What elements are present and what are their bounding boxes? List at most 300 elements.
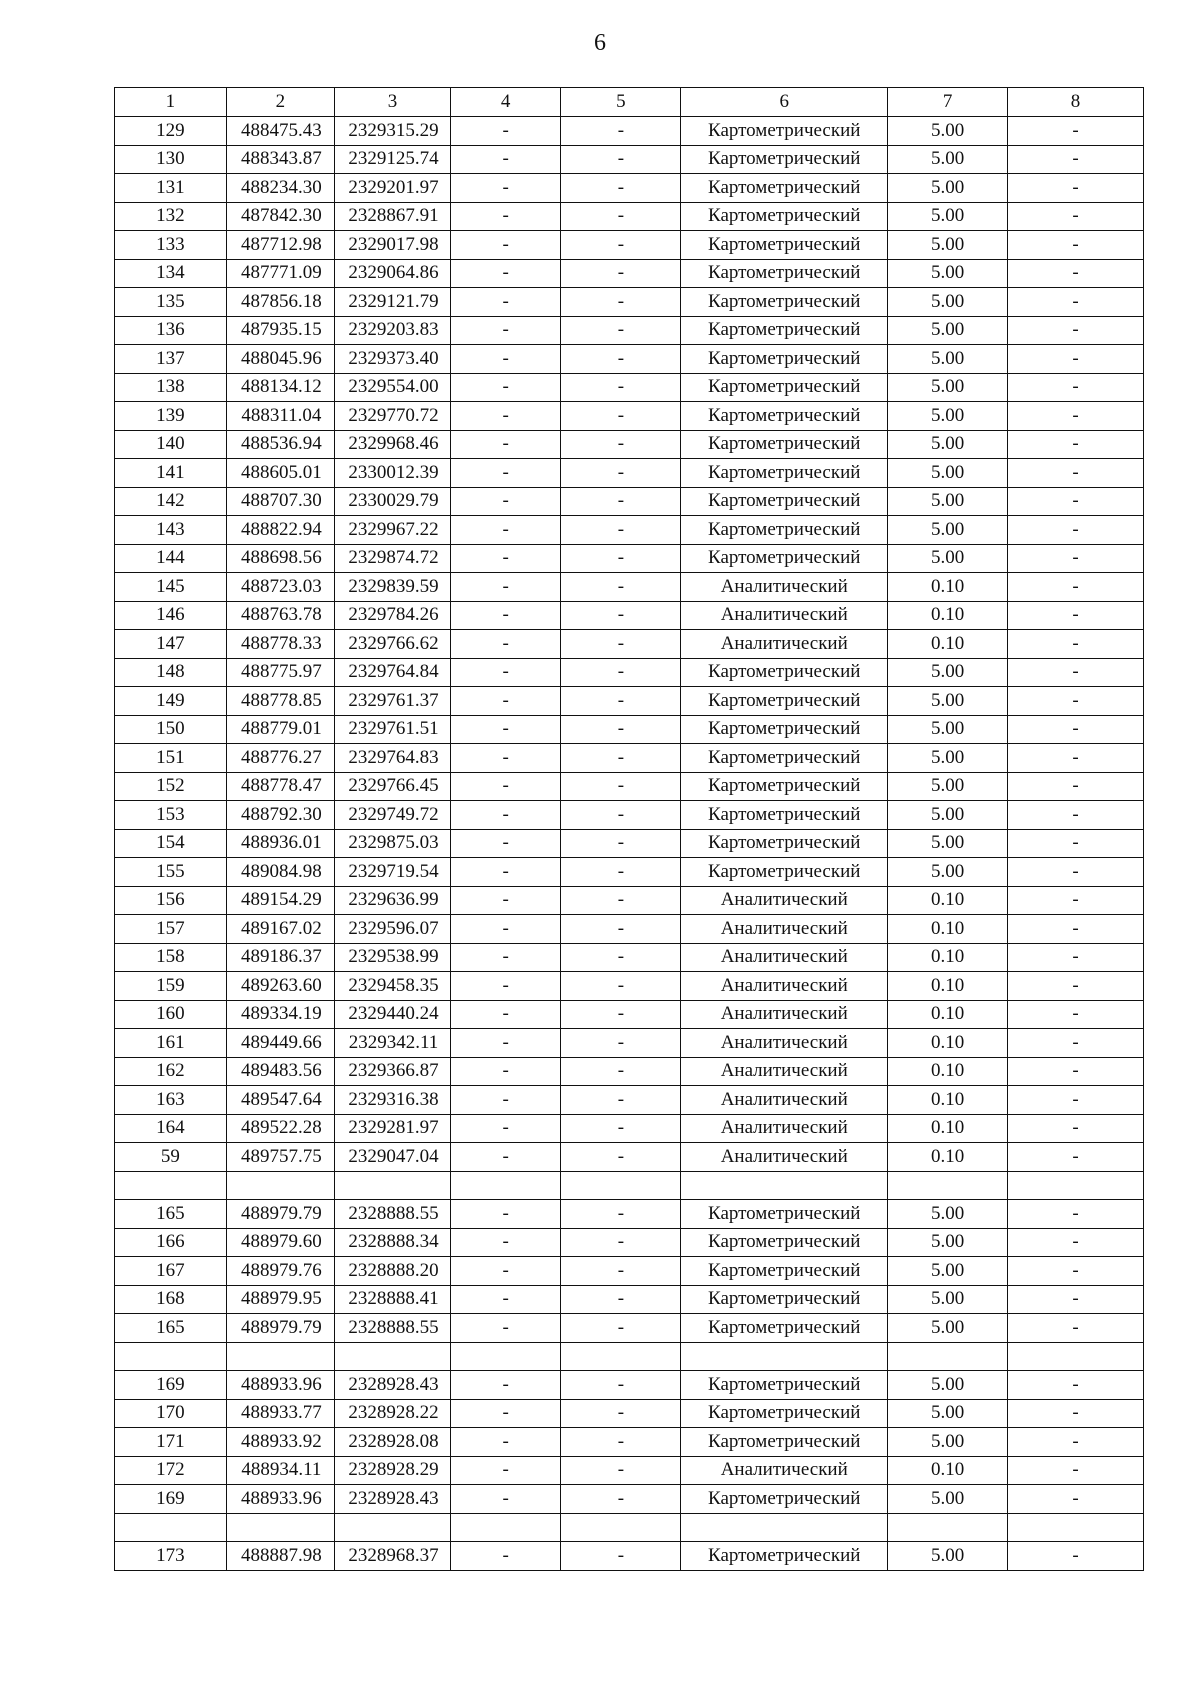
method-cell: Картометрический: [681, 373, 888, 402]
method-cell: Картометрический: [681, 259, 888, 288]
point-number-cell: 148: [115, 658, 227, 687]
col-5-cell: [561, 1513, 681, 1542]
y-coordinate-cell: 2329719.54: [335, 858, 451, 887]
point-number-cell: 135: [115, 288, 227, 317]
y-coordinate-cell: 2328928.22: [335, 1399, 451, 1428]
col-8-cell: -: [1007, 1029, 1143, 1058]
accuracy-cell: [888, 1342, 1008, 1371]
y-coordinate-cell: 2329538.99: [335, 943, 451, 972]
method-cell: Аналитический: [681, 1057, 888, 1086]
col-4-cell: -: [450, 573, 561, 602]
y-coordinate-cell: 2329874.72: [335, 544, 451, 573]
accuracy-cell: 5.00: [888, 544, 1008, 573]
accuracy-cell: 0.10: [888, 1114, 1008, 1143]
col-8-cell: -: [1007, 1257, 1143, 1286]
col-8-cell: -: [1007, 772, 1143, 801]
y-coordinate-cell: 2329749.72: [335, 801, 451, 830]
accuracy-cell: 5.00: [888, 231, 1008, 260]
table-row: [115, 687, 1144, 716]
y-coordinate-cell: [335, 1171, 451, 1200]
accuracy-cell: 0.10: [888, 573, 1008, 602]
y-coordinate-cell: 2329017.98: [335, 231, 451, 260]
col-5-cell: -: [561, 231, 681, 260]
point-number-cell: 172: [115, 1456, 227, 1485]
x-coordinate-cell: 489186.37: [226, 943, 335, 972]
method-cell: Картометрический: [681, 1257, 888, 1286]
table-row: [115, 430, 1144, 459]
col-8-cell: -: [1007, 288, 1143, 317]
y-coordinate-cell: 2329203.83: [335, 316, 451, 345]
col-5-cell: -: [561, 259, 681, 288]
x-coordinate-cell: 488979.76: [226, 1257, 335, 1286]
col-8-cell: -: [1007, 1485, 1143, 1514]
y-coordinate-cell: 2328888.41: [335, 1285, 451, 1314]
x-coordinate-cell: 488979.79: [226, 1200, 335, 1229]
col-8-cell: -: [1007, 487, 1143, 516]
point-number-cell: 157: [115, 915, 227, 944]
method-cell: [681, 1342, 888, 1371]
col-5-cell: -: [561, 430, 681, 459]
y-coordinate-cell: 2328888.55: [335, 1200, 451, 1229]
table-row: [115, 174, 1144, 203]
col-8-cell: -: [1007, 829, 1143, 858]
col-8-cell: -: [1007, 687, 1143, 716]
method-cell: Картометрический: [681, 430, 888, 459]
table-row: [115, 544, 1144, 573]
y-coordinate-cell: 2329440.24: [335, 1000, 451, 1029]
table-row: [115, 1542, 1144, 1571]
accuracy-cell: 0.10: [888, 943, 1008, 972]
y-coordinate-cell: 2329366.87: [335, 1057, 451, 1086]
method-cell: Аналитический: [681, 1114, 888, 1143]
method-cell: Аналитический: [681, 1456, 888, 1485]
point-number-cell: 161: [115, 1029, 227, 1058]
y-coordinate-cell: 2329281.97: [335, 1114, 451, 1143]
method-cell: Картометрический: [681, 145, 888, 174]
col-8-cell: -: [1007, 972, 1143, 1001]
table-row: [115, 1428, 1144, 1457]
col-5-cell: -: [561, 744, 681, 773]
table-row: [115, 516, 1144, 545]
x-coordinate-cell: [226, 1513, 335, 1542]
col-8-cell: -: [1007, 345, 1143, 374]
table-row: [115, 1228, 1144, 1257]
point-number-cell: 167: [115, 1257, 227, 1286]
table-row: [115, 972, 1144, 1001]
accuracy-cell: 0.10: [888, 1057, 1008, 1086]
method-cell: Картометрический: [681, 231, 888, 260]
col-4-cell: -: [450, 516, 561, 545]
col-5-cell: -: [561, 658, 681, 687]
table-row: [115, 1143, 1144, 1172]
point-number-cell: 145: [115, 573, 227, 602]
table-row: [115, 1513, 1144, 1542]
col-5-cell: -: [561, 829, 681, 858]
col-8-cell: -: [1007, 544, 1143, 573]
method-cell: Аналитический: [681, 915, 888, 944]
col-4-cell: -: [450, 915, 561, 944]
point-number-cell: 143: [115, 516, 227, 545]
y-coordinate-cell: 2329761.51: [335, 715, 451, 744]
point-number-cell: 160: [115, 1000, 227, 1029]
col-8-cell: -: [1007, 1399, 1143, 1428]
point-number-cell: 142: [115, 487, 227, 516]
point-number-cell: 164: [115, 1114, 227, 1143]
method-cell: Картометрический: [681, 715, 888, 744]
accuracy-cell: 5.00: [888, 288, 1008, 317]
table-row: [115, 1057, 1144, 1086]
x-coordinate-cell: 489547.64: [226, 1086, 335, 1115]
method-cell: Картометрический: [681, 1399, 888, 1428]
accuracy-cell: 5.00: [888, 1428, 1008, 1457]
accuracy-cell: 5.00: [888, 1314, 1008, 1343]
col-8-cell: -: [1007, 1542, 1143, 1571]
method-cell: Картометрический: [681, 1485, 888, 1514]
y-coordinate-cell: 2329766.45: [335, 772, 451, 801]
point-number-cell: 136: [115, 316, 227, 345]
accuracy-cell: 5.00: [888, 858, 1008, 887]
point-number-cell: 133: [115, 231, 227, 260]
col-8-cell: -: [1007, 1314, 1143, 1343]
point-number-cell: 158: [115, 943, 227, 972]
point-number-cell: 152: [115, 772, 227, 801]
point-number-cell: 151: [115, 744, 227, 773]
header-cell: 8: [1007, 88, 1143, 117]
point-number-cell: 129: [115, 117, 227, 146]
method-cell: Картометрический: [681, 117, 888, 146]
col-5-cell: -: [561, 316, 681, 345]
accuracy-cell: 0.10: [888, 630, 1008, 659]
col-5-cell: -: [561, 1029, 681, 1058]
col-4-cell: -: [450, 1200, 561, 1229]
y-coordinate-cell: 2329761.37: [335, 687, 451, 716]
col-4-cell: -: [450, 829, 561, 858]
col-5-cell: [561, 1171, 681, 1200]
x-coordinate-cell: 487842.30: [226, 202, 335, 231]
col-8-cell: -: [1007, 316, 1143, 345]
method-cell: Картометрический: [681, 858, 888, 887]
point-number-cell: 146: [115, 601, 227, 630]
col-4-cell: -: [450, 544, 561, 573]
col-5-cell: -: [561, 1086, 681, 1115]
col-4-cell: -: [450, 858, 561, 887]
x-coordinate-cell: 488933.77: [226, 1399, 335, 1428]
y-coordinate-cell: 2329458.35: [335, 972, 451, 1001]
accuracy-cell: 5.00: [888, 430, 1008, 459]
x-coordinate-cell: 487935.15: [226, 316, 335, 345]
accuracy-cell: 5.00: [888, 1485, 1008, 1514]
accuracy-cell: 5.00: [888, 1399, 1008, 1428]
accuracy-cell: 5.00: [888, 487, 1008, 516]
table-row: [115, 1314, 1144, 1343]
table-row: [115, 1171, 1144, 1200]
method-cell: Картометрический: [681, 687, 888, 716]
method-cell: Аналитический: [681, 1000, 888, 1029]
col-4-cell: [450, 1342, 561, 1371]
y-coordinate-cell: 2329125.74: [335, 145, 451, 174]
y-coordinate-cell: 2328928.29: [335, 1456, 451, 1485]
accuracy-cell: 5.00: [888, 516, 1008, 545]
accuracy-cell: 5.00: [888, 316, 1008, 345]
col-5-cell: -: [561, 345, 681, 374]
col-4-cell: -: [450, 601, 561, 630]
col-5-cell: -: [561, 1143, 681, 1172]
method-cell: Аналитический: [681, 601, 888, 630]
method-cell: [681, 1171, 888, 1200]
method-cell: Аналитический: [681, 573, 888, 602]
accuracy-cell: 5.00: [888, 345, 1008, 374]
x-coordinate-cell: 489449.66: [226, 1029, 335, 1058]
col-5-cell: -: [561, 174, 681, 203]
method-cell: Картометрический: [681, 316, 888, 345]
point-number-cell: 159: [115, 972, 227, 1001]
x-coordinate-cell: 488887.98: [226, 1542, 335, 1571]
table-row: [115, 402, 1144, 431]
col-4-cell: -: [450, 1000, 561, 1029]
col-5-cell: -: [561, 1285, 681, 1314]
point-number-cell: 138: [115, 373, 227, 402]
x-coordinate-cell: 488475.43: [226, 117, 335, 146]
point-number-cell: 139: [115, 402, 227, 431]
col-4-cell: [450, 1171, 561, 1200]
method-cell: Картометрический: [681, 1285, 888, 1314]
method-cell: Картометрический: [681, 829, 888, 858]
point-number-cell: 169: [115, 1485, 227, 1514]
method-cell: Аналитический: [681, 630, 888, 659]
col-8-cell: -: [1007, 459, 1143, 488]
method-cell: Картометрический: [681, 288, 888, 317]
x-coordinate-cell: 488979.60: [226, 1228, 335, 1257]
point-number-cell: 154: [115, 829, 227, 858]
col-4-cell: -: [450, 174, 561, 203]
point-number-cell: 168: [115, 1285, 227, 1314]
y-coordinate-cell: 2329201.97: [335, 174, 451, 203]
point-number-cell: 132: [115, 202, 227, 231]
col-8-cell: -: [1007, 658, 1143, 687]
x-coordinate-cell: 489483.56: [226, 1057, 335, 1086]
accuracy-cell: 5.00: [888, 801, 1008, 830]
method-cell: Картометрический: [681, 174, 888, 203]
point-number-cell: 137: [115, 345, 227, 374]
table-row: [115, 202, 1144, 231]
table-row: [115, 1399, 1144, 1428]
col-8-cell: [1007, 1513, 1143, 1542]
header-cell: 4: [450, 88, 561, 117]
table-row: [115, 487, 1144, 516]
y-coordinate-cell: 2329596.07: [335, 915, 451, 944]
y-coordinate-cell: 2329554.00: [335, 373, 451, 402]
accuracy-cell: 5.00: [888, 744, 1008, 773]
accuracy-cell: 5.00: [888, 373, 1008, 402]
x-coordinate-cell: 488933.92: [226, 1428, 335, 1457]
x-coordinate-cell: 488343.87: [226, 145, 335, 174]
x-coordinate-cell: 488779.01: [226, 715, 335, 744]
header-row: [115, 88, 1144, 117]
col-5-cell: -: [561, 1485, 681, 1514]
col-5-cell: -: [561, 1399, 681, 1428]
method-cell: Картометрический: [681, 1228, 888, 1257]
accuracy-cell: 5.00: [888, 829, 1008, 858]
point-number-cell: 141: [115, 459, 227, 488]
col-8-cell: -: [1007, 1200, 1143, 1229]
col-5-cell: -: [561, 373, 681, 402]
accuracy-cell: 5.00: [888, 402, 1008, 431]
x-coordinate-cell: [226, 1171, 335, 1200]
table-body: [115, 88, 1144, 1571]
col-8-cell: -: [1007, 630, 1143, 659]
accuracy-cell: 5.00: [888, 459, 1008, 488]
x-coordinate-cell: 488707.30: [226, 487, 335, 516]
y-coordinate-cell: 2329764.84: [335, 658, 451, 687]
table-row: [115, 1000, 1144, 1029]
x-coordinate-cell: 488134.12: [226, 373, 335, 402]
col-4-cell: -: [450, 117, 561, 146]
table-row: [115, 801, 1144, 830]
col-5-cell: -: [561, 858, 681, 887]
col-5-cell: -: [561, 943, 681, 972]
method-cell: [681, 1513, 888, 1542]
method-cell: Картометрический: [681, 516, 888, 545]
point-number-cell: [115, 1171, 227, 1200]
col-5-cell: -: [561, 487, 681, 516]
method-cell: Картометрический: [681, 402, 888, 431]
table-row: [115, 459, 1144, 488]
y-coordinate-cell: 2329766.62: [335, 630, 451, 659]
col-4-cell: -: [450, 801, 561, 830]
point-number-cell: 156: [115, 886, 227, 915]
col-4-cell: -: [450, 744, 561, 773]
table-row: [115, 373, 1144, 402]
table-row: [115, 829, 1144, 858]
col-4-cell: -: [450, 1114, 561, 1143]
y-coordinate-cell: 2328928.43: [335, 1371, 451, 1400]
table-row: [115, 345, 1144, 374]
point-number-cell: 173: [115, 1542, 227, 1571]
y-coordinate-cell: 2329373.40: [335, 345, 451, 374]
accuracy-cell: 0.10: [888, 601, 1008, 630]
x-coordinate-cell: 488979.95: [226, 1285, 335, 1314]
y-coordinate-cell: 2329064.86: [335, 259, 451, 288]
col-8-cell: -: [1007, 1086, 1143, 1115]
x-coordinate-cell: 489334.19: [226, 1000, 335, 1029]
accuracy-cell: 0.10: [888, 886, 1008, 915]
x-coordinate-cell: 488763.78: [226, 601, 335, 630]
col-4-cell: -: [450, 630, 561, 659]
table-row: [115, 1029, 1144, 1058]
col-8-cell: -: [1007, 943, 1143, 972]
table-row: [115, 1485, 1144, 1514]
y-coordinate-cell: 2330029.79: [335, 487, 451, 516]
col-8-cell: [1007, 1171, 1143, 1200]
header-cell: 2: [226, 88, 335, 117]
method-cell: Картометрический: [681, 1200, 888, 1229]
point-number-cell: 134: [115, 259, 227, 288]
table-row: [115, 1114, 1144, 1143]
col-5-cell: -: [561, 402, 681, 431]
x-coordinate-cell: 488234.30: [226, 174, 335, 203]
col-4-cell: -: [450, 1285, 561, 1314]
accuracy-cell: 0.10: [888, 1000, 1008, 1029]
point-number-cell: [115, 1513, 227, 1542]
point-number-cell: 169: [115, 1371, 227, 1400]
y-coordinate-cell: 2329121.79: [335, 288, 451, 317]
accuracy-cell: 0.10: [888, 1086, 1008, 1115]
col-8-cell: -: [1007, 202, 1143, 231]
method-cell: Аналитический: [681, 972, 888, 1001]
x-coordinate-cell: 487771.09: [226, 259, 335, 288]
col-5-cell: -: [561, 972, 681, 1001]
col-5-cell: -: [561, 1371, 681, 1400]
method-cell: Аналитический: [681, 943, 888, 972]
table-row: [115, 1200, 1144, 1229]
col-4-cell: -: [450, 972, 561, 1001]
x-coordinate-cell: 488778.33: [226, 630, 335, 659]
table-row: [115, 288, 1144, 317]
accuracy-cell: 5.00: [888, 1371, 1008, 1400]
point-number-cell: 59: [115, 1143, 227, 1172]
accuracy-cell: 0.10: [888, 1029, 1008, 1058]
accuracy-cell: [888, 1513, 1008, 1542]
col-8-cell: -: [1007, 1228, 1143, 1257]
method-cell: Картометрический: [681, 1371, 888, 1400]
col-4-cell: -: [450, 772, 561, 801]
col-4-cell: -: [450, 487, 561, 516]
col-5-cell: -: [561, 288, 681, 317]
col-5-cell: -: [561, 1200, 681, 1229]
col-4-cell: -: [450, 402, 561, 431]
col-4-cell: -: [450, 145, 561, 174]
col-5-cell: -: [561, 601, 681, 630]
table-row: [115, 886, 1144, 915]
col-4-cell: -: [450, 1399, 561, 1428]
x-coordinate-cell: 488979.79: [226, 1314, 335, 1343]
col-8-cell: -: [1007, 1143, 1143, 1172]
col-8-cell: -: [1007, 1428, 1143, 1457]
method-cell: Картометрический: [681, 459, 888, 488]
col-5-cell: -: [561, 715, 681, 744]
col-5-cell: -: [561, 687, 681, 716]
col-8-cell: -: [1007, 117, 1143, 146]
x-coordinate-cell: [226, 1342, 335, 1371]
point-number-cell: 165: [115, 1314, 227, 1343]
col-8-cell: -: [1007, 573, 1143, 602]
col-4-cell: -: [450, 1428, 561, 1457]
method-cell: Картометрический: [681, 202, 888, 231]
table-row: [115, 715, 1144, 744]
page-number: 6: [594, 30, 606, 56]
x-coordinate-cell: 489084.98: [226, 858, 335, 887]
method-cell: Картометрический: [681, 544, 888, 573]
col-8-cell: -: [1007, 174, 1143, 203]
x-coordinate-cell: 488933.96: [226, 1485, 335, 1514]
header-cell: 6: [681, 88, 888, 117]
col-4-cell: -: [450, 231, 561, 260]
x-coordinate-cell: 488933.96: [226, 1371, 335, 1400]
x-coordinate-cell: 489154.29: [226, 886, 335, 915]
col-4-cell: -: [450, 345, 561, 374]
col-5-cell: -: [561, 1000, 681, 1029]
y-coordinate-cell: 2328888.20: [335, 1257, 451, 1286]
method-cell: Аналитический: [681, 1029, 888, 1058]
y-coordinate-cell: 2329967.22: [335, 516, 451, 545]
accuracy-cell: 5.00: [888, 1228, 1008, 1257]
y-coordinate-cell: 2329047.04: [335, 1143, 451, 1172]
col-4-cell: -: [450, 1542, 561, 1571]
table-row: [115, 943, 1144, 972]
point-number-cell: 165: [115, 1200, 227, 1229]
table-row: [115, 1371, 1144, 1400]
y-coordinate-cell: [335, 1513, 451, 1542]
